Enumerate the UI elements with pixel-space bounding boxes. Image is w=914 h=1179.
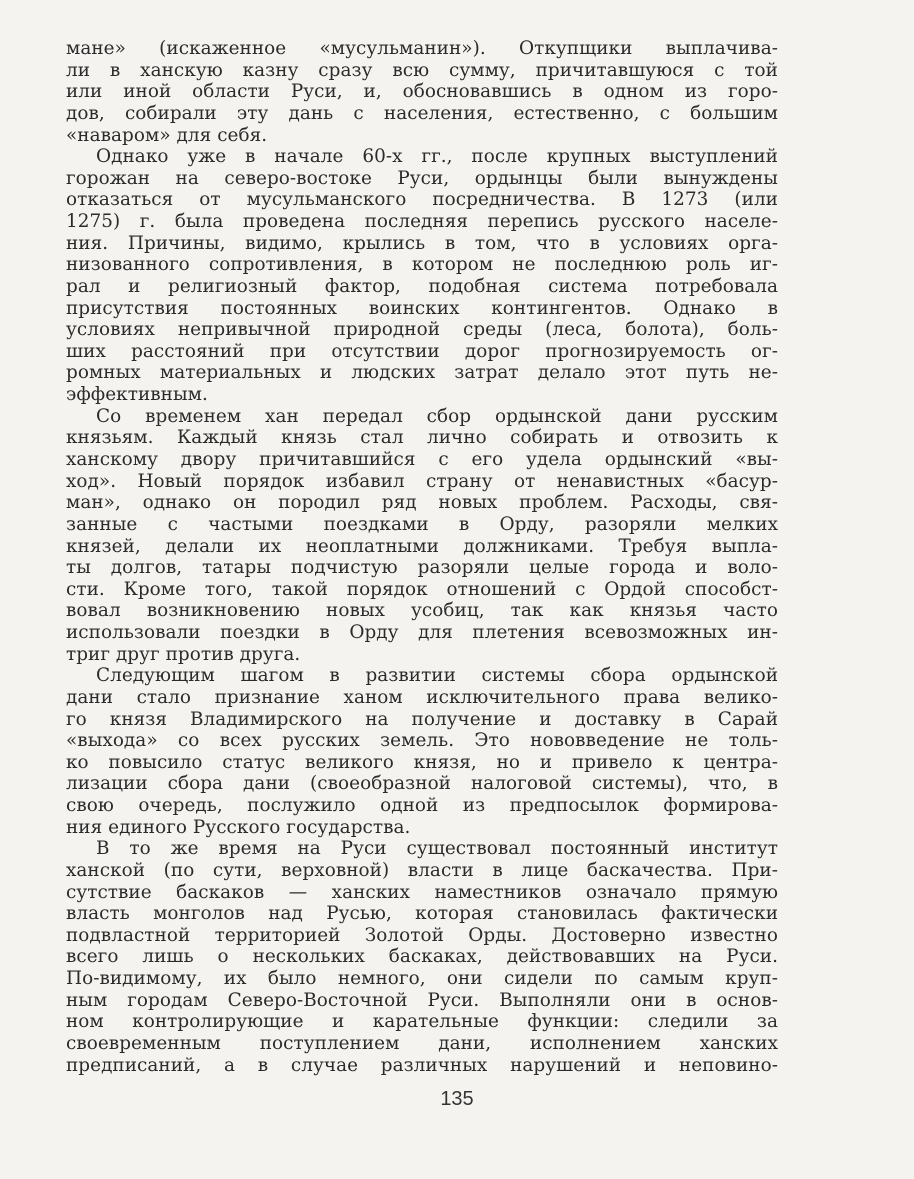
text-line: сти. Кроме того, такой порядок отношений с Ордой способст- <box>66 578 778 600</box>
text-line: вовал возникновению новых усобиц, так как князья часто <box>66 600 778 622</box>
text-line: рал и религиозный фактор, подобная система потребовала <box>66 275 778 297</box>
text-line: «наваром» для себя. <box>66 124 268 146</box>
text-line: ход». Новый порядок избавил страну от ненавистных «басур- <box>66 470 778 492</box>
text-line: ли в ханскую казну сразу всю сумму, причитавшуюся с той <box>66 59 778 81</box>
text-line: всего лишь о нескольких баскаках, действовавших на Руси. <box>66 946 778 968</box>
text-line: мане» (искаженное «мусульманин»). Откупщики выплачива- <box>66 38 778 59</box>
text-line: эффективным. <box>66 384 208 406</box>
text-line: «выхода» со всех русских земель. Это нововведение не толь- <box>66 730 778 752</box>
text-line: ния. Причины, видимо, крылись в том, что в условиях орга- <box>66 232 778 254</box>
text-line: использовали поездки в Орду для плетения всевозможных ин- <box>66 622 778 643</box>
text-line: Однако уже в начале 60-х гг., после крупных выступлений <box>96 146 778 168</box>
text-line: Со временем хан передал сбор ордынской дани русским <box>96 405 778 427</box>
text-line: триг друг против друга. <box>66 643 301 665</box>
text-line: По-видимому, их было немного, они сидели по самым круп- <box>66 968 778 990</box>
text-line: ших расстояний при отсутствии дорог прогнозируемость ог- <box>66 340 778 362</box>
text-line: занные с частыми поездками в Орду, разоряли мелких <box>66 513 778 535</box>
text-line: ман», однако он породил ряд новых проблем. Расходы, свя- <box>66 492 778 514</box>
text-line: князей, делали их неоплатными должниками. Требуя выпла- <box>66 535 778 557</box>
text-line: ханскому двору причитавшийся с его удела ордынский «вы- <box>66 449 778 470</box>
text-line: лизации сбора дани (своеобразной налоговой системы), что, в <box>66 773 778 795</box>
text-line: отказаться от мусульманского посредничества. В 1273 (или <box>66 189 778 211</box>
text-line: свою очередь, послужило одной из предпосылок формирова- <box>66 795 778 816</box>
text-line: ромных материальных и людских затрат делало этот путь не- <box>66 362 778 384</box>
text-line: князьям. Каждый князь стал лично собирать и отвозить к <box>66 427 778 449</box>
text-line: ным городам Северо-Восточной Руси. Выполняли они в основ- <box>66 989 778 1011</box>
text-line: ханской (по сути, верховной) власти в лице баскачества. При- <box>66 859 778 881</box>
text-line: власть монголов над Русью, которая становилась фактически <box>66 903 778 925</box>
text-line: дани стало признание ханом исключительного права велико- <box>66 686 778 708</box>
text-line: сутствие баскаков — ханских наместников означало прямую <box>66 881 778 903</box>
text-line: ко повысило статус великого князя, но и привело к центра- <box>66 751 778 773</box>
text-line: ния единого Русского государства. <box>66 816 411 838</box>
text-line: горожан на северо-востоке Руси, ордынцы были вынуждены <box>66 167 778 189</box>
text-line: дов, собирали эту дань с населения, естественно, с большим <box>66 102 778 124</box>
text-line: низованного сопротивления, в котором не последнюю роль иг- <box>66 254 778 276</box>
text-line: предписаний, а в случае различных нарушений и неповино- <box>66 1054 778 1076</box>
text-line: своевременным поступлением дани, исполнением ханских <box>66 1033 778 1054</box>
text-line: ном контролирующие и карательные функции: следили за <box>66 1011 778 1033</box>
text-line: или иной области Руси, и, обосновавшись в одном из горо- <box>66 81 778 103</box>
text-line: Следующим шагом в развитии системы сбора ордынской <box>96 665 778 687</box>
text-line: го князя Владимирского на получение и доставку в Сарай <box>66 708 778 730</box>
text-line: В то же время на Руси существовал постоянный институт <box>96 838 778 860</box>
text-line: условиях непривычной природной среды (леса, болота), боль- <box>66 319 778 341</box>
text-line: ты долгов, татары подчистую разоряли целые города и воло- <box>66 557 778 579</box>
text-line: 1275) г. была проведена последняя перепись русского населе- <box>66 211 778 232</box>
text-line: подвластной территорией Золотой Орды. Достоверно известно <box>66 924 778 946</box>
text-line: присутствия постоянных воинских контингентов. Однако в <box>66 297 778 319</box>
page-number: 135 <box>440 1087 474 1110</box>
